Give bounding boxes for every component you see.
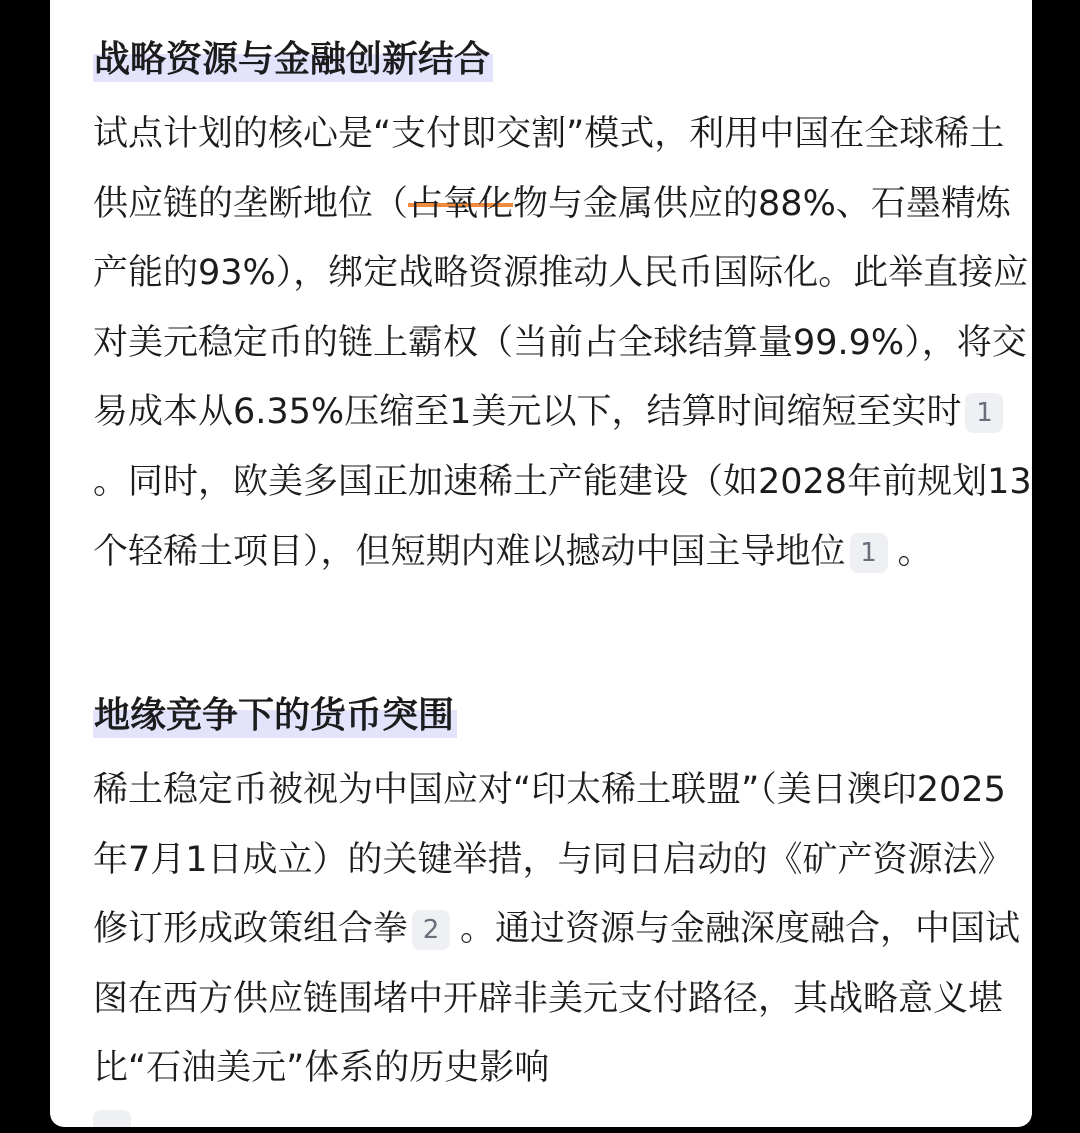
citation-badge[interactable]: 1: [850, 533, 888, 573]
paragraph-text: 试点计划的核心是“支付即交割”模式，利用中国在全球稀土供应链的垄断地位（: [93, 114, 1005, 224]
section-geopolitical-competition: [93, 694, 1032, 1104]
citation-badge[interactable]: 1: [965, 393, 1003, 433]
paragraph-text: 。: [897, 531, 933, 572]
section-paragraph: [93, 100, 1032, 587]
paragraph-text: 物与金属供应的88%、石墨精炼产能的93%），绑定战略资源推动人民币国际化。此举直接应对美元稳定币的链上霸权（当前占全球结算量99.9%），将交易成本从6.35%压缩至1美元以下，结算时间缩短至实时: [93, 183, 1029, 433]
citation-badge[interactable]: 2: [412, 910, 450, 950]
section-heading: 战略资源与金融创新结合: [93, 38, 493, 82]
paragraph-text: 。通过资源与金融深度融合，中国试图在西方供应链围堵中开辟非美元支付路径，其战略意义堪比“石油美元”体系的历史影响: [93, 909, 1021, 1089]
highlighted-text: 占氧化: [408, 183, 514, 224]
paragraph-text: 。同时，欧美多国正加速稀土产能建设（如2028年前规划13个轻稀土项目），但短期内难以撼动中国主导地位: [93, 461, 1032, 572]
section-strategic-resources: [93, 38, 1032, 587]
section-heading: 地缘竞争下的货币突围: [93, 694, 457, 738]
answer-card: [50, 0, 1032, 1127]
citation-badge-cut-off[interactable]: [93, 1110, 131, 1127]
section-paragraph: [93, 756, 1032, 1104]
paragraph-text: 稀土稳定币被视为中国应对“印太稀土联盟”（美日澳印2025年7月1日成立）的关键举措，与同日启动的《矿产资源法》修订形成政策组合拳: [93, 770, 1013, 950]
